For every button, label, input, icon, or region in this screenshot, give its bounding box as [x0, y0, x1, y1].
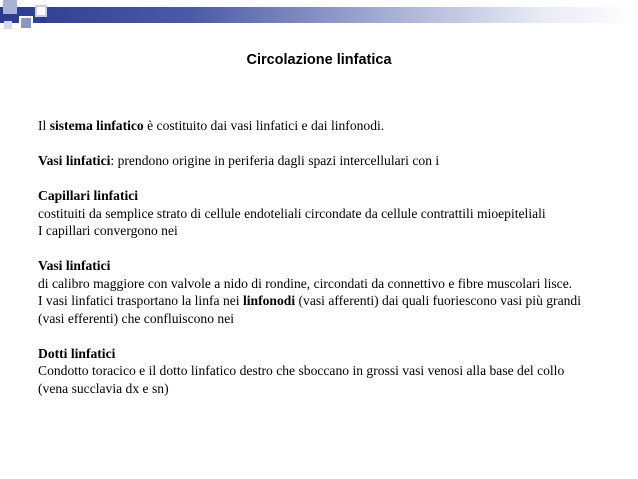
vasi-intro-line: [38, 152, 628, 170]
vasi-line-3: (vasi efferenti) che confluiscono nei: [38, 310, 235, 326]
decor-square: [40, 17, 46, 23]
intro-post: è costituito dai vasi linfatici e dai linfonodi.: [143, 118, 385, 133]
capillari-heading: [38, 187, 628, 205]
dotti-line-1: Condotto toracico e il dotto linfatico destro che sboccano in grossi vasi venosi alla base del collo: [38, 363, 565, 378]
decor-square: [35, 5, 47, 17]
vasi-line-2-post: (vasi afferenti) dai quali fuoriescono vasi più grandi: [295, 293, 581, 308]
capillari-line-1: costituiti da semplice strato di cellule endoteliali circondate da cellule contrattili mioepiteliali: [38, 205, 546, 221]
dotti-heading: [38, 345, 628, 363]
vasi-intro-bold: Vasi linfatici: [38, 153, 111, 168]
slide-body: [38, 117, 628, 397]
vasi-intro-post: : prendono origine in periferia dagli spazi intercellulari con i: [110, 153, 440, 168]
vasi-line-1: di calibro maggiore con valvole a nido di rondine, circondati da connettivo e fibre muscolari lisce.: [38, 275, 573, 291]
header-band: [0, 7, 638, 23]
dotti-heading-text: Dotti linfatici: [38, 345, 116, 361]
decor-square: [4, 21, 12, 29]
vasi-line-2-bold: linfonodi: [242, 293, 296, 308]
intro-line: [38, 117, 628, 135]
capillari-line-2: I capillari convergono nei: [38, 223, 178, 238]
slide-title-text: Circolazione linfatica: [246, 52, 392, 68]
dotti-line-2: (vena succlavia dx e sn): [38, 380, 169, 396]
slide-title: [0, 52, 638, 68]
vasi-heading: [38, 257, 628, 275]
decor-square: [19, 16, 33, 30]
capillari-heading-text: Capillari linfatici: [38, 188, 139, 203]
vasi-line-2: [38, 292, 628, 310]
intro-pre: Il: [38, 118, 50, 133]
intro-bold: sistema linfatico: [49, 118, 144, 133]
vasi-line-2-pre: I vasi linfatici trasportano la linfa nei: [38, 293, 243, 308]
vasi-heading-text: Vasi linfatici: [38, 258, 111, 273]
decor-square: [3, 0, 17, 14]
